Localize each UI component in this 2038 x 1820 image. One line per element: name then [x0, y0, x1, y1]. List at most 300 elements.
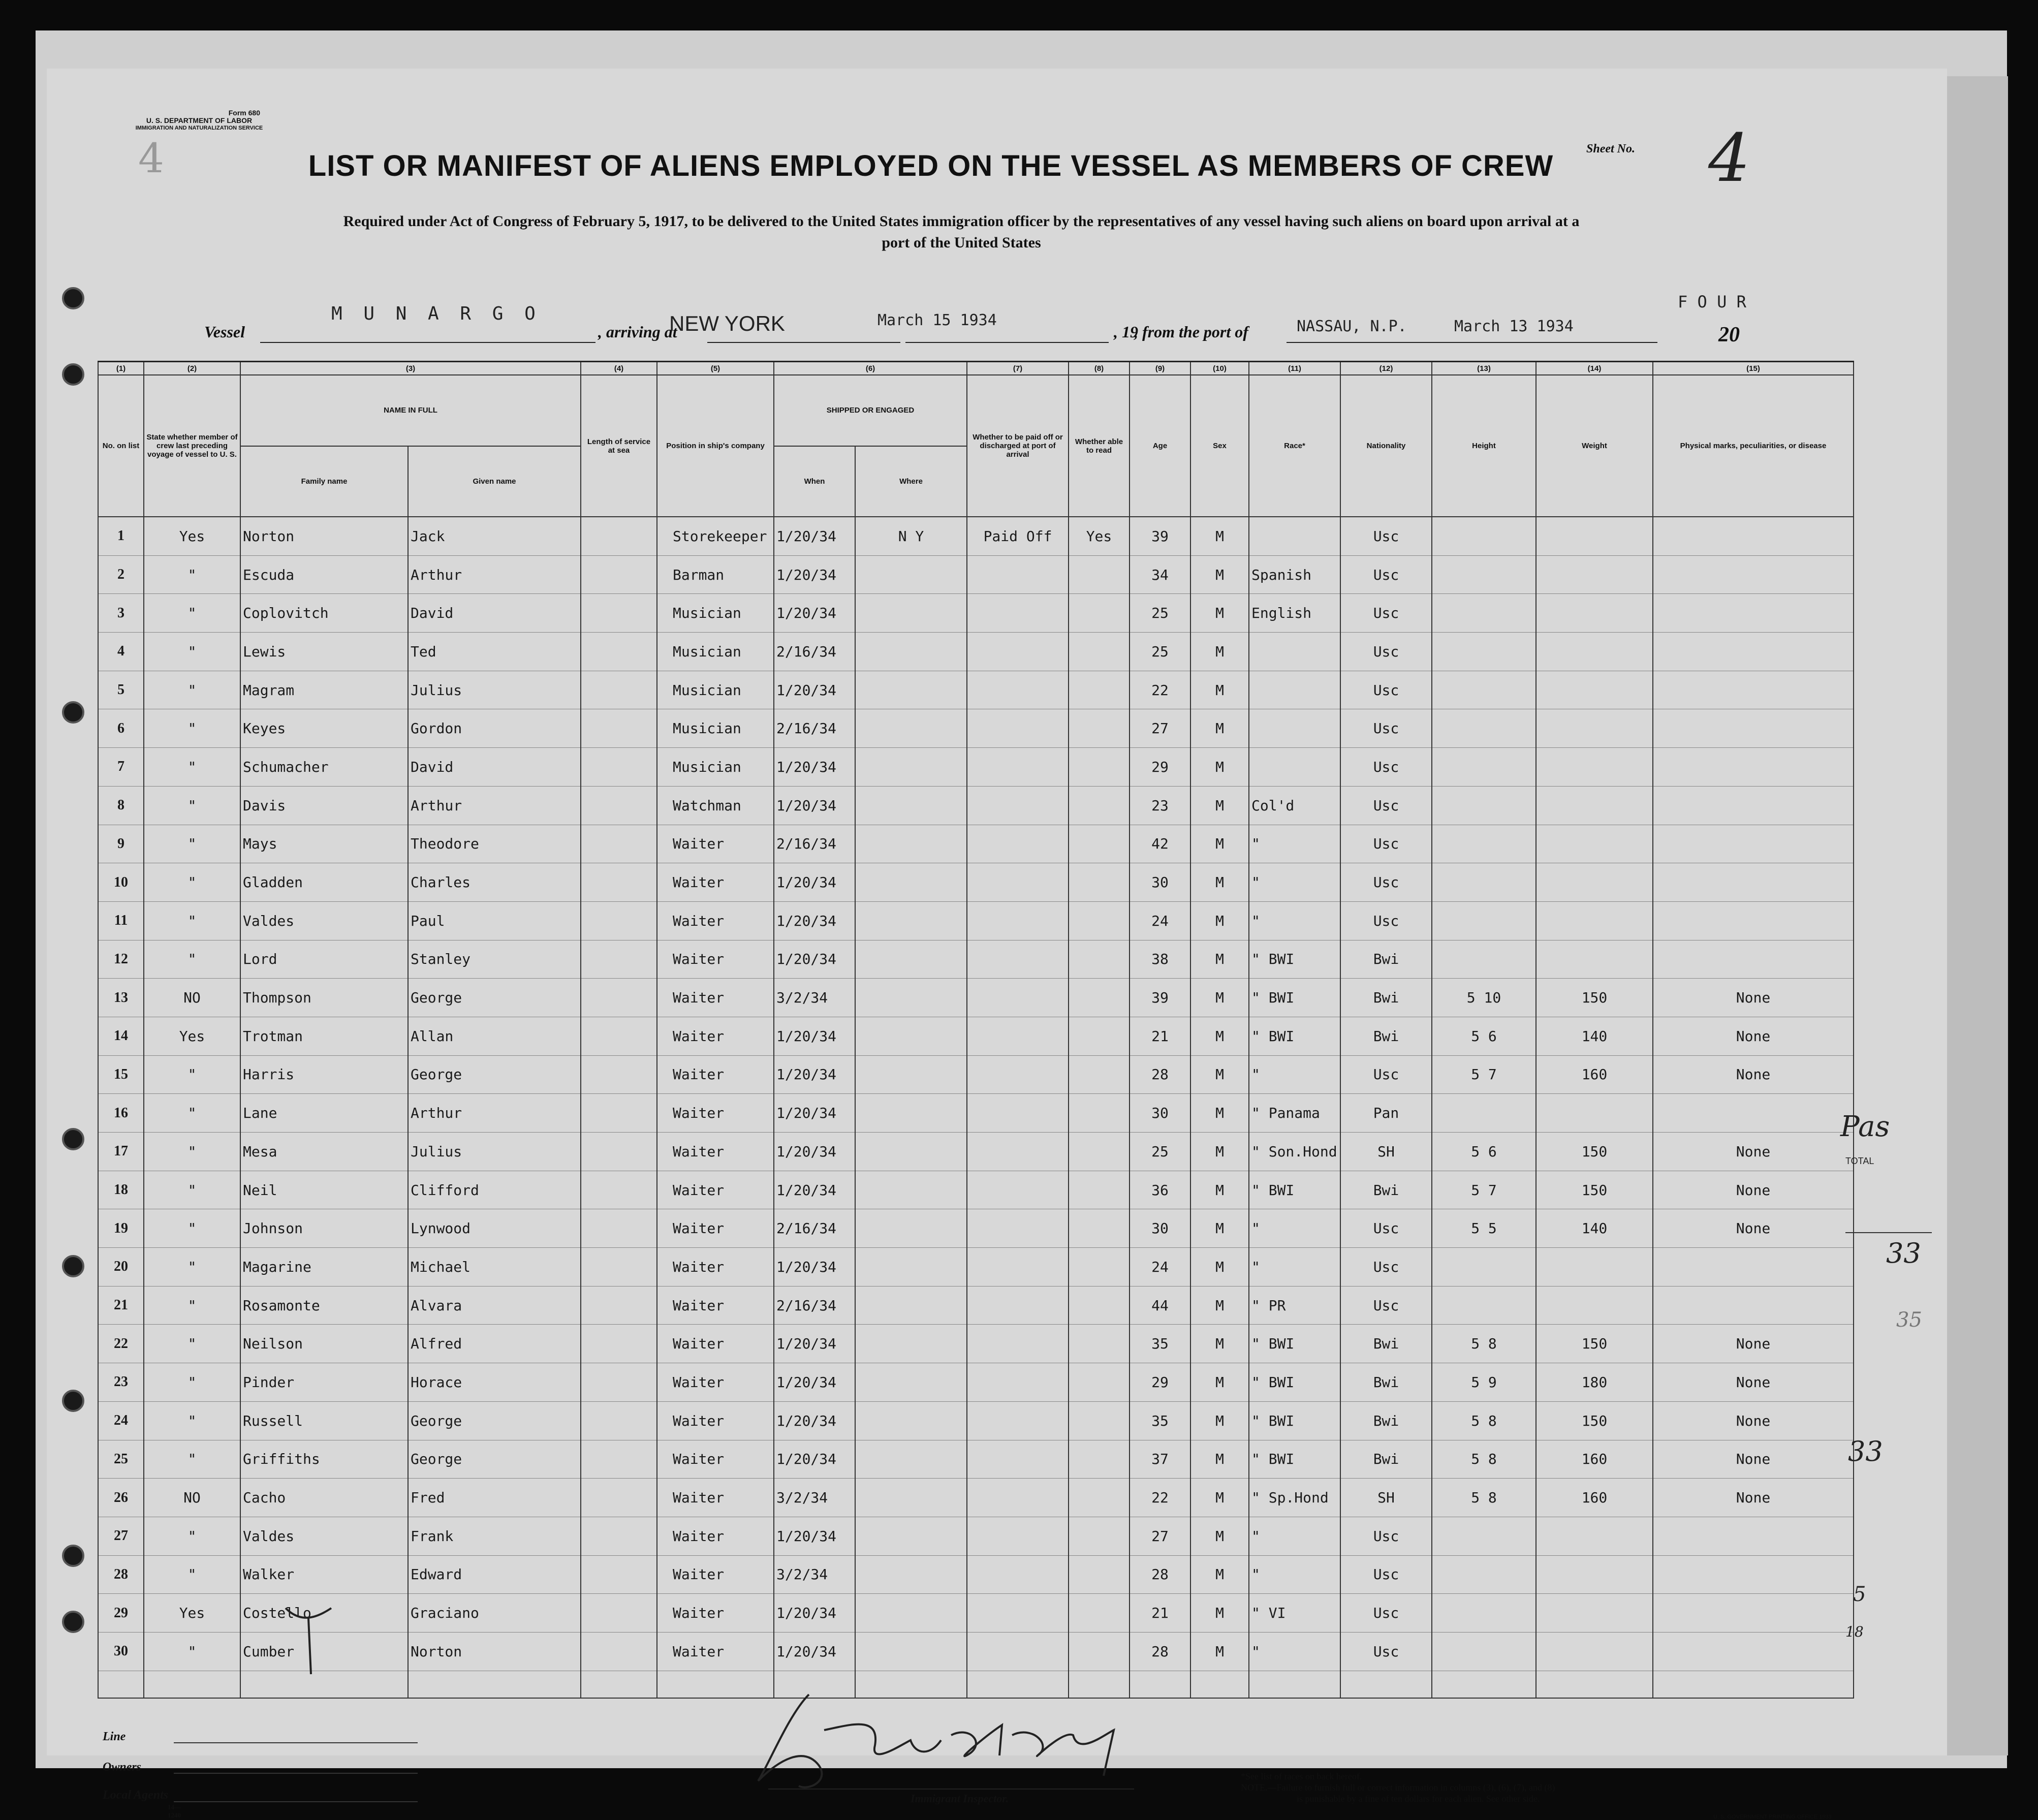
row-sex: M — [1190, 1171, 1249, 1209]
row-nationality: Pan — [1340, 1094, 1432, 1133]
row-able-read — [1069, 633, 1130, 671]
col-when: When — [774, 446, 855, 517]
row-family-name: Escuda — [240, 555, 408, 594]
row-when: 1/20/34 — [774, 1594, 855, 1633]
row-number: 24 — [98, 1401, 144, 1440]
sheet-number-value: 4 — [1708, 119, 1750, 197]
row-position: Waiter — [657, 901, 774, 940]
row-where — [855, 1632, 967, 1671]
blank-cell — [1249, 1671, 1340, 1698]
row-where — [855, 1401, 967, 1440]
row-paid-off — [967, 555, 1069, 594]
row-sex: M — [1190, 979, 1249, 1017]
row-paid-off — [967, 1479, 1069, 1517]
row-sex: M — [1190, 1594, 1249, 1633]
row-sex: M — [1190, 1209, 1249, 1248]
row-length-service — [581, 1248, 657, 1286]
row-family-name: Griffiths — [240, 1440, 408, 1479]
table-row — [98, 825, 1854, 863]
col-num-13: (13) — [1432, 362, 1536, 375]
blank-cell — [1190, 1671, 1249, 1698]
agents-number: 14—1240 — [168, 1803, 181, 1819]
row-given-name: Gordon — [408, 709, 581, 748]
row-number: 1 — [98, 517, 144, 555]
row-physical — [1653, 786, 1854, 825]
row-race: Spanish — [1249, 555, 1340, 594]
row-race: " BWI — [1249, 1171, 1340, 1209]
row-able-read — [1069, 786, 1130, 825]
row-given-name: Stanley — [408, 940, 581, 979]
row-sex: M — [1190, 940, 1249, 979]
row-member: " — [144, 940, 240, 979]
row-nationality: Usc — [1340, 517, 1432, 555]
row-race: " — [1249, 1632, 1340, 1671]
row-member: " — [144, 1555, 240, 1594]
row-age: 39 — [1130, 979, 1190, 1017]
row-nationality: Bwi — [1340, 940, 1432, 979]
row-member: " — [144, 671, 240, 709]
row-number: 22 — [98, 1325, 144, 1363]
row-nationality: Bwi — [1340, 1440, 1432, 1479]
row-paid-off — [967, 1440, 1069, 1479]
row-paid-off — [967, 1171, 1069, 1209]
row-sex: M — [1190, 1286, 1249, 1325]
row-able-read — [1069, 1133, 1130, 1171]
row-paid-off — [967, 1594, 1069, 1633]
row-able-read — [1069, 709, 1130, 748]
bracket-mark — [280, 1598, 341, 1679]
row-age: 30 — [1130, 863, 1190, 902]
row-physical: None — [1653, 1133, 1854, 1171]
row-member: " — [144, 1094, 240, 1133]
row-age: 36 — [1130, 1171, 1190, 1209]
row-height — [1432, 709, 1536, 748]
year-label: , 19 — [1114, 323, 1138, 341]
row-when: 2/16/34 — [774, 825, 855, 863]
row-member: " — [144, 786, 240, 825]
row-number: 15 — [98, 1055, 144, 1094]
table-row — [98, 594, 1854, 633]
row-where — [855, 1363, 967, 1402]
row-number: 3 — [98, 594, 144, 633]
subtitle-line-2: port of the United States — [882, 234, 1041, 251]
row-length-service — [581, 1017, 657, 1055]
row-weight — [1536, 786, 1653, 825]
row-where — [855, 1209, 967, 1248]
table-row — [98, 1286, 1854, 1325]
col-height: Height — [1432, 375, 1536, 517]
row-length-service — [581, 633, 657, 671]
row-paid-off — [967, 940, 1069, 979]
row-number: 23 — [98, 1363, 144, 1402]
row-length-service — [581, 1055, 657, 1094]
margin-total-label: TOTAL — [1845, 1156, 1874, 1166]
table-row — [98, 1363, 1854, 1402]
row-number: 18 — [98, 1171, 144, 1209]
row-age: 25 — [1130, 1133, 1190, 1171]
row-given-name: Arthur — [408, 1094, 581, 1133]
margin-note-18: 18 — [1845, 1623, 1864, 1640]
row-paid-off — [967, 1363, 1069, 1402]
row-where — [855, 1325, 967, 1363]
row-number: 27 — [98, 1517, 144, 1555]
table-row — [98, 940, 1854, 979]
row-nationality: Bwi — [1340, 1363, 1432, 1402]
table-row — [98, 1248, 1854, 1286]
row-position: Waiter — [657, 1555, 774, 1594]
row-family-name: Cumber — [240, 1632, 408, 1671]
row-physical — [1653, 1286, 1854, 1325]
row-age: 42 — [1130, 825, 1190, 863]
punch-hole — [62, 701, 84, 724]
row-nationality: Usc — [1340, 1209, 1432, 1248]
row-weight — [1536, 633, 1653, 671]
row-position: Barman — [657, 555, 774, 594]
from-date: March 13 1934 — [1454, 318, 1574, 335]
row-weight — [1536, 748, 1653, 787]
row-race: " — [1249, 1055, 1340, 1094]
row-length-service — [581, 1171, 657, 1209]
row-nationality: Usc — [1340, 786, 1432, 825]
row-nationality: Bwi — [1340, 979, 1432, 1017]
row-race: " — [1249, 1555, 1340, 1594]
row-given-name: Michael — [408, 1248, 581, 1286]
row-weight — [1536, 1594, 1653, 1633]
row-sex: M — [1190, 1363, 1249, 1402]
row-number: 16 — [98, 1094, 144, 1133]
row-length-service — [581, 555, 657, 594]
row-when: 1/20/34 — [774, 1017, 855, 1055]
row-paid-off — [967, 863, 1069, 902]
row-nationality: Usc — [1340, 671, 1432, 709]
row-age: 27 — [1130, 709, 1190, 748]
row-physical — [1653, 1094, 1854, 1133]
row-nationality: Usc — [1340, 1517, 1432, 1555]
row-sex: M — [1190, 1479, 1249, 1517]
row-height: 5 8 — [1432, 1401, 1536, 1440]
col-num-15: (15) — [1653, 362, 1854, 375]
form-number: Form 680 — [228, 109, 260, 117]
row-length-service — [581, 1479, 657, 1517]
arriving-port: NEW YORK — [669, 311, 785, 335]
row-length-service — [581, 1517, 657, 1555]
row-position: Waiter — [657, 1094, 774, 1133]
row-given-name: Lynwood — [408, 1209, 581, 1248]
row-race: " BWI — [1249, 940, 1340, 979]
row-when: 1/20/34 — [774, 517, 855, 555]
from-port-line — [1287, 342, 1657, 343]
row-weight: 160 — [1536, 1440, 1653, 1479]
row-age: 34 — [1130, 555, 1190, 594]
row-given-name: George — [408, 1440, 581, 1479]
row-paid-off — [967, 633, 1069, 671]
row-where — [855, 1055, 967, 1094]
row-length-service — [581, 594, 657, 633]
col-num-11: (11) — [1249, 362, 1340, 375]
row-weight: 150 — [1536, 1401, 1653, 1440]
row-sex: M — [1190, 633, 1249, 671]
row-number: 29 — [98, 1594, 144, 1633]
row-nationality: Usc — [1340, 633, 1432, 671]
row-nationality: Usc — [1340, 1594, 1432, 1633]
col-length-service: Length of service at sea — [581, 375, 657, 517]
row-height: 5 8 — [1432, 1479, 1536, 1517]
row-where — [855, 940, 967, 979]
row-family-name: Davis — [240, 786, 408, 825]
row-member: " — [144, 748, 240, 787]
row-height — [1432, 594, 1536, 633]
row-family-name: Keyes — [240, 709, 408, 748]
row-given-name: Edward — [408, 1555, 581, 1594]
row-family-name: Schumacher — [240, 748, 408, 787]
row-race: Col'd — [1249, 786, 1340, 825]
row-weight — [1536, 1286, 1653, 1325]
table-row — [98, 517, 1854, 555]
row-weight — [1536, 1555, 1653, 1594]
row-race: " Sp.Hond — [1249, 1479, 1340, 1517]
row-number: 4 — [98, 633, 144, 671]
row-number: 8 — [98, 786, 144, 825]
row-nationality: Usc — [1340, 594, 1432, 633]
line-label: Line — [103, 1730, 126, 1743]
row-number: 5 — [98, 671, 144, 709]
row-length-service — [581, 1440, 657, 1479]
row-when: 3/2/34 — [774, 979, 855, 1017]
row-member: NO — [144, 979, 240, 1017]
row-when: 1/20/34 — [774, 1363, 855, 1402]
row-sex: M — [1190, 1440, 1249, 1479]
row-height: 5 6 — [1432, 1133, 1536, 1171]
row-sex: M — [1190, 1133, 1249, 1171]
row-physical — [1653, 1248, 1854, 1286]
row-weight — [1536, 671, 1653, 709]
row-member: " — [144, 863, 240, 902]
margin-note-5: 5 — [1853, 1583, 1866, 1606]
row-length-service — [581, 940, 657, 979]
row-length-service — [581, 1555, 657, 1594]
blank-cell — [581, 1671, 657, 1698]
row-nationality: Usc — [1340, 1555, 1432, 1594]
row-age: 29 — [1130, 1363, 1190, 1402]
row-member: " — [144, 709, 240, 748]
col-num-8: (8) — [1069, 362, 1130, 375]
row-able-read — [1069, 1517, 1130, 1555]
row-physical — [1653, 1632, 1854, 1671]
row-physical — [1653, 555, 1854, 594]
col-state-whether: State whether member of crew last preceding voyage of vessel to U. S. — [144, 375, 240, 517]
margin-total-line — [1845, 1232, 1932, 1233]
row-position: Waiter — [657, 1171, 774, 1209]
row-height — [1432, 555, 1536, 594]
row-number: 26 — [98, 1479, 144, 1517]
row-physical — [1653, 671, 1854, 709]
col-num-6: (6) — [774, 362, 967, 375]
row-number: 28 — [98, 1555, 144, 1594]
table-row — [98, 1209, 1854, 1248]
row-where — [855, 748, 967, 787]
row-paid-off — [967, 1209, 1069, 1248]
row-paid-off — [967, 1017, 1069, 1055]
printing-office: U. S. GOVERNMENT PRINTING OFFICE 1933 — [1713, 1814, 1832, 1820]
row-sex: M — [1190, 1325, 1249, 1363]
note-races: *See list of races on back hereof. — [1241, 1771, 1362, 1781]
row-family-name: Cacho — [240, 1479, 408, 1517]
row-where — [855, 1286, 967, 1325]
row-weight — [1536, 1517, 1653, 1555]
row-number: 6 — [98, 709, 144, 748]
row-family-name: Neilson — [240, 1325, 408, 1363]
row-when: 2/16/34 — [774, 1209, 855, 1248]
row-physical — [1653, 1594, 1854, 1633]
row-physical — [1653, 825, 1854, 863]
row-paid-off — [967, 901, 1069, 940]
row-member: " — [144, 1401, 240, 1440]
row-race: " PR — [1249, 1286, 1340, 1325]
row-number: 2 — [98, 555, 144, 594]
row-where — [855, 594, 967, 633]
row-member: " — [144, 1632, 240, 1671]
from-port: NASSAU, N.P. — [1297, 318, 1407, 335]
row-length-service — [581, 1632, 657, 1671]
row-nationality: Usc — [1340, 1632, 1432, 1671]
row-sex: M — [1190, 825, 1249, 863]
row-physical: None — [1653, 979, 1854, 1017]
row-race: " — [1249, 1248, 1340, 1286]
row-length-service — [581, 517, 657, 555]
row-given-name: Arthur — [408, 786, 581, 825]
row-length-service — [581, 671, 657, 709]
row-family-name: Costello — [240, 1594, 408, 1633]
row-member: " — [144, 1248, 240, 1286]
punch-hole — [62, 1390, 84, 1412]
row-member: " — [144, 594, 240, 633]
note-failure: NOTE.—Failure to furnish full or correct information in columns (3), (6), (7), and (8) — [1241, 1782, 1555, 1793]
row-nationality: Usc — [1340, 1055, 1432, 1094]
row-length-service — [581, 1325, 657, 1363]
row-member: " — [144, 1133, 240, 1171]
row-able-read — [1069, 1594, 1130, 1633]
row-when: 1/20/34 — [774, 1517, 855, 1555]
row-height — [1432, 940, 1536, 979]
row-family-name: Walker — [240, 1555, 408, 1594]
row-length-service — [581, 863, 657, 902]
row-race: " — [1249, 1209, 1340, 1248]
row-position: Waiter — [657, 863, 774, 902]
row-paid-off — [967, 1133, 1069, 1171]
row-position: Musician — [657, 709, 774, 748]
punch-hole — [62, 1545, 84, 1567]
row-height — [1432, 1632, 1536, 1671]
corner-mark: 4 — [138, 135, 164, 182]
row-position: Waiter — [657, 979, 774, 1017]
table-row — [98, 1133, 1854, 1171]
blank-cell — [408, 1671, 581, 1698]
col-shipped: SHIPPED OR ENGAGED — [774, 375, 967, 446]
row-paid-off — [967, 1094, 1069, 1133]
row-member: " — [144, 1363, 240, 1402]
row-height — [1432, 1594, 1536, 1633]
row-race: " BWI — [1249, 1401, 1340, 1440]
table-row — [98, 1094, 1854, 1133]
row-number: 19 — [98, 1209, 144, 1248]
row-height — [1432, 825, 1536, 863]
row-when: 2/16/34 — [774, 633, 855, 671]
row-given-name: Alvara — [408, 1286, 581, 1325]
row-where — [855, 786, 967, 825]
row-number: 14 — [98, 1017, 144, 1055]
arriving-label: , arriving at — [598, 323, 677, 341]
row-nationality: SH — [1340, 1133, 1432, 1171]
arrival-date-line — [905, 342, 1109, 343]
row-given-name: Jack — [408, 517, 581, 555]
row-nationality: SH — [1340, 1479, 1432, 1517]
row-physical — [1653, 1517, 1854, 1555]
row-able-read — [1069, 1248, 1130, 1286]
row-able-read — [1069, 1094, 1130, 1133]
row-length-service — [581, 1594, 657, 1633]
row-age: 35 — [1130, 1325, 1190, 1363]
inspector-signature — [748, 1684, 1165, 1796]
col-race: Race* — [1249, 375, 1340, 517]
row-where — [855, 555, 967, 594]
row-nationality: Usc — [1340, 1286, 1432, 1325]
row-length-service — [581, 786, 657, 825]
margin-note-pas: Pas — [1840, 1110, 1890, 1143]
row-weight: 160 — [1536, 1055, 1653, 1094]
row-weight: 150 — [1536, 1325, 1653, 1363]
row-nationality: Bwi — [1340, 1017, 1432, 1055]
row-height: 5 8 — [1432, 1440, 1536, 1479]
row-length-service — [581, 748, 657, 787]
row-physical — [1653, 633, 1854, 671]
row-member: " — [144, 555, 240, 594]
row-physical — [1653, 1555, 1854, 1594]
row-weight — [1536, 940, 1653, 979]
row-physical — [1653, 594, 1854, 633]
row-length-service — [581, 1133, 657, 1171]
row-when: 1/20/34 — [774, 940, 855, 979]
row-member: Yes — [144, 1017, 240, 1055]
row-sex: M — [1190, 1555, 1249, 1594]
row-age: 29 — [1130, 748, 1190, 787]
row-where — [855, 1171, 967, 1209]
punch-hole — [62, 1255, 84, 1277]
row-nationality: Usc — [1340, 1248, 1432, 1286]
row-member: " — [144, 1171, 240, 1209]
agents-label: Local Agents — [103, 1788, 169, 1802]
blank-cell — [1432, 1671, 1536, 1698]
punch-hole — [62, 1611, 84, 1633]
vessel-label: Vessel — [204, 323, 245, 341]
row-age: 21 — [1130, 1017, 1190, 1055]
row-family-name: Valdes — [240, 901, 408, 940]
row-when: 1/20/34 — [774, 1248, 855, 1286]
row-able-read — [1069, 940, 1130, 979]
row-physical — [1653, 517, 1854, 555]
row-family-name: Mays — [240, 825, 408, 863]
row-paid-off — [967, 671, 1069, 709]
row-position: Watchman — [657, 786, 774, 825]
row-when: 1/20/34 — [774, 1094, 855, 1133]
row-when: 1/20/34 — [774, 1401, 855, 1440]
row-length-service — [581, 901, 657, 940]
subtitle — [148, 211, 1774, 254]
table-row — [98, 786, 1854, 825]
crew-table — [98, 361, 1854, 1699]
row-height — [1432, 1555, 1536, 1594]
row-position: Waiter — [657, 1286, 774, 1325]
row-where — [855, 1248, 967, 1286]
